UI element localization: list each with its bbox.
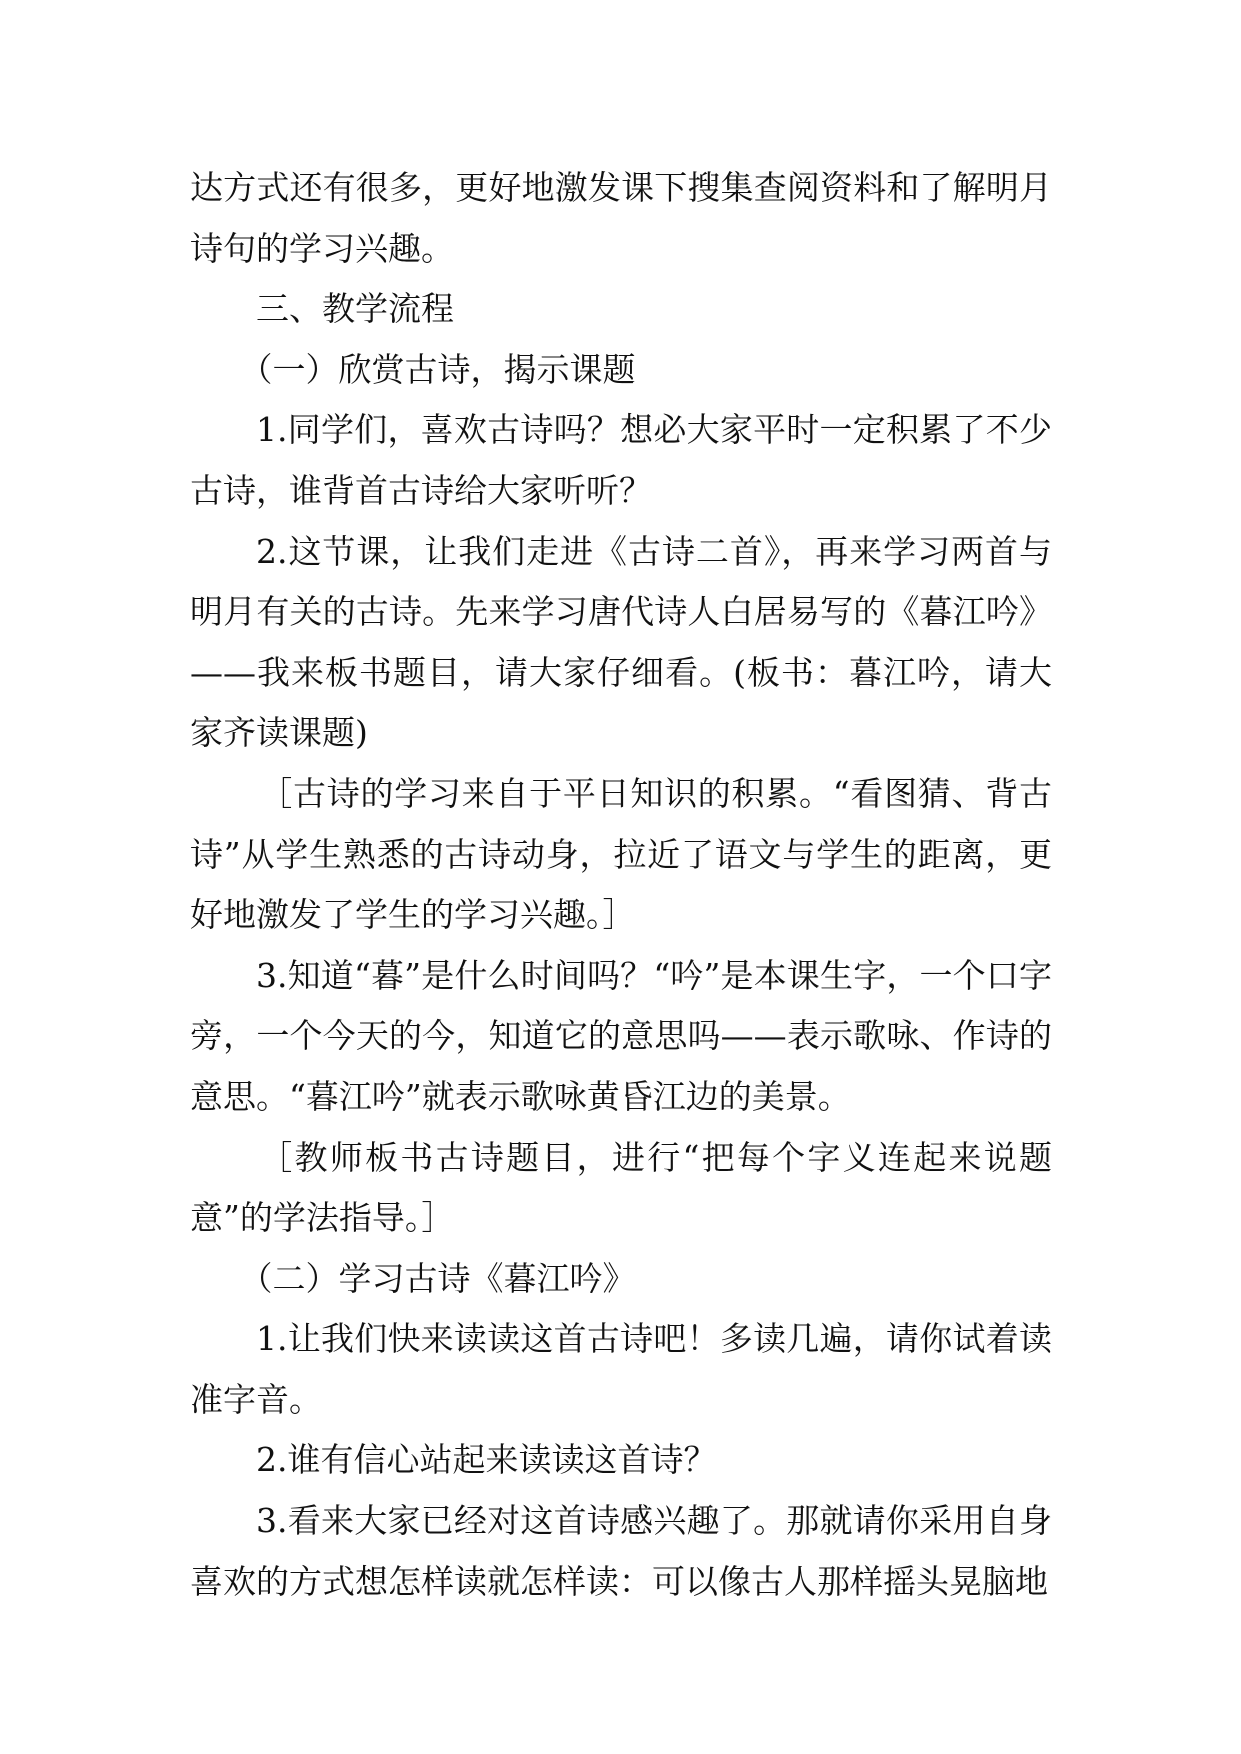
section-heading-teaching-process: 三、教学流程 [256, 289, 454, 329]
document-body [190, 158, 1052, 1612]
paragraph-step-3: 3.知道“暮”是什么时间吗？“吟”是本课生字，一个口字旁，一个今天的今，知道它的意思吗——表示歌咏、作诗的意思。“暮江吟”就表示歌咏黄昏江边的美景。 [190, 955, 1052, 1116]
paragraph-step-1b: 1.让我们快来读读这首古诗吧！多读几遍，请你试着读准字音。 [190, 1319, 1052, 1419]
subsection-heading-2: （二）学习古诗《暮江吟》 [239, 1258, 636, 1298]
paragraph-note-2: ［教师板书古诗题目，进行“把每个字义连起来说题意”的学法指导。］ [190, 1137, 1052, 1238]
paragraph-note-1: ［古诗的学习来自于平日知识的积累。“看图猜、背古诗”从学生熟悉的古诗动身，拉近了语文与学生的距离，更好地激发了学生的学习兴趣。］ [190, 773, 1052, 935]
paragraph-step-2b: 2.谁有信心站起来读读这首诗？ [256, 1440, 717, 1480]
paragraph-step-1: 1.同学们，喜欢古诗吗？想必大家平时一定积累了不少古诗，谁背首古诗给大家听听？ [190, 410, 1052, 510]
subsection-heading-1: （一）欣赏古诗，揭示课题 [239, 349, 636, 389]
paragraph-step-2: 2.这节课，让我们走进《古诗二首》，再来学习两首与明月有关的古诗。先来学习唐代诗人白居易写的《暮江吟》——我来板书题目，请大家仔细看。(板书：暮江吟，请大家齐读课题) [190, 531, 1052, 753]
paragraph-step-3b: 3.看来大家已经对这首诗感兴趣了。那就请你采用自身喜欢的方式想怎样读就怎样读：可以像古人那样摇头晃脑地 [190, 1501, 1052, 1601]
paragraph-continuation: 达方式还有很多，更好地激发课下搜集查阅资料和了解明月诗句的学习兴趣。 [190, 168, 1052, 268]
